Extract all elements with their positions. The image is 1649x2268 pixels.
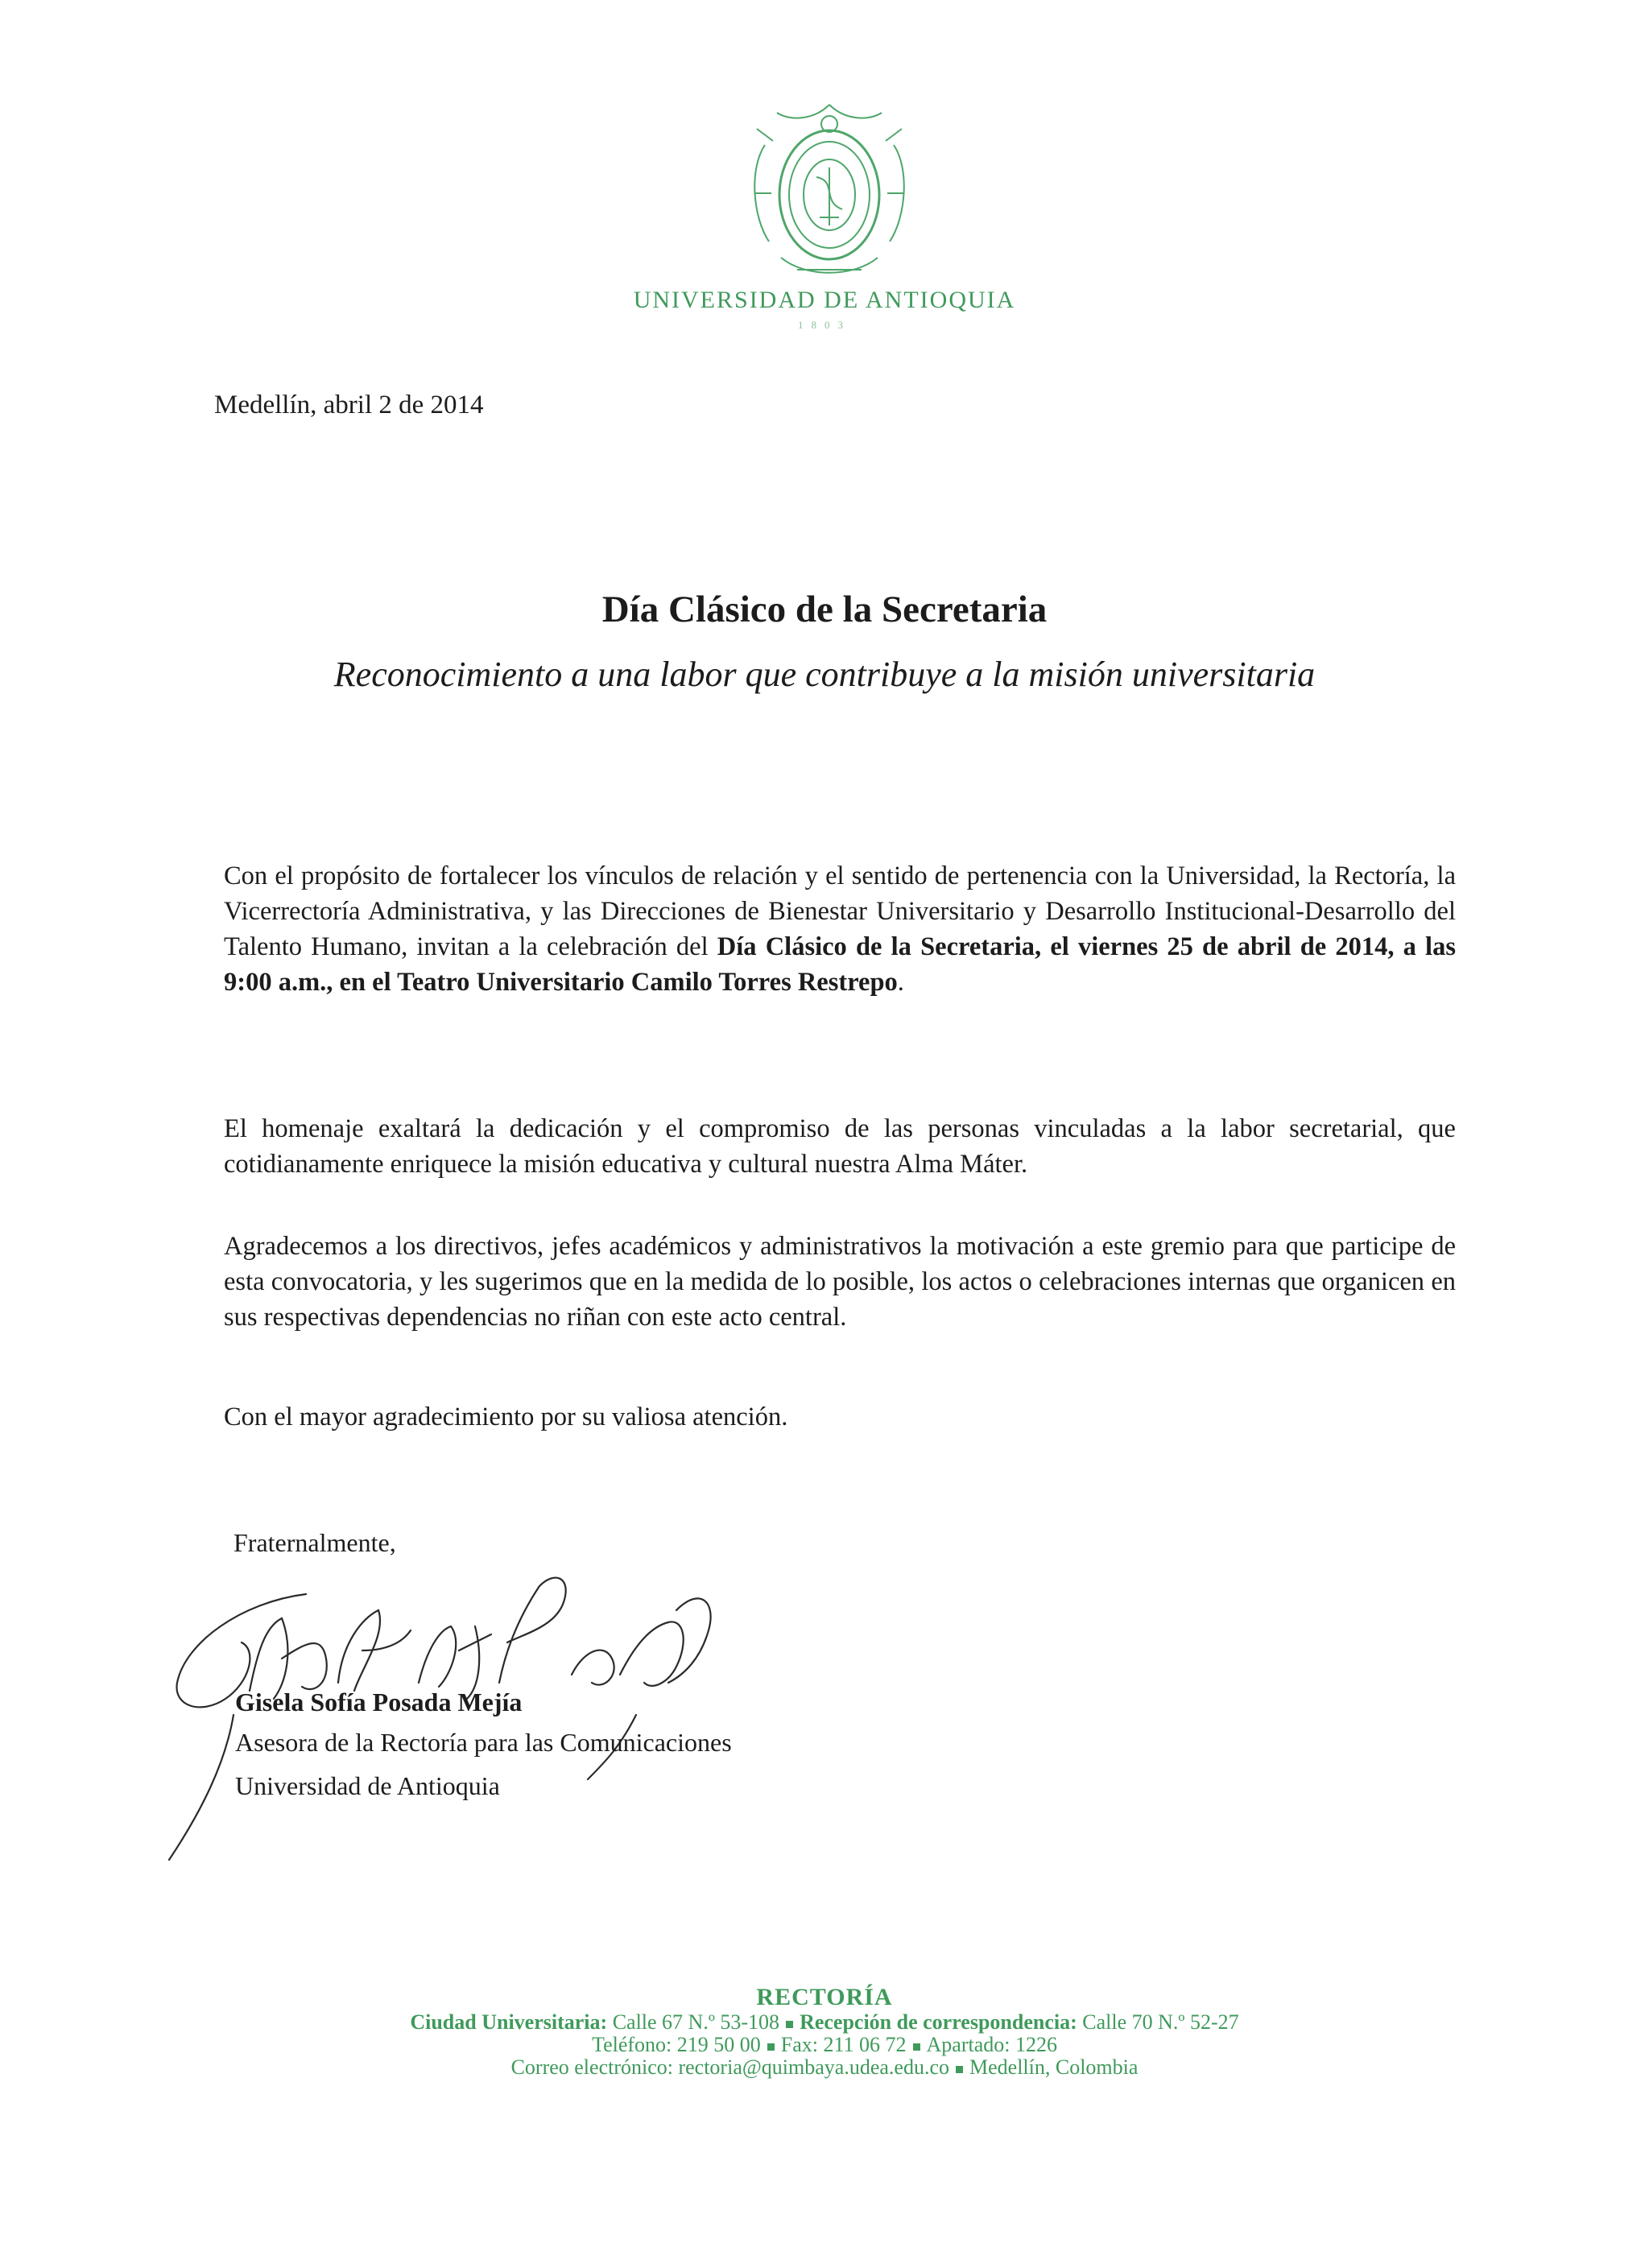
footer-line-phone — [0, 2034, 1649, 2056]
signer-name: Gisela Sofía Posada Mejía — [235, 1688, 523, 1716]
footer-email: Correo electrónico: rectoria@quimbaya.udea.edu.co — [510, 2055, 949, 2079]
separator-square — [956, 2066, 963, 2073]
university-year: 1803 — [798, 319, 851, 331]
footer-po-box: Apartado: 1226 — [926, 2033, 1057, 2056]
paragraph-1-bold: Día Clásico de la Secretaria, el viernes 25 de abril de 2014, a las 9:00 a.m., en el Teatro Universitario Camilo Torres Restrepo — [224, 932, 1456, 997]
letter-subtitle: Reconocimiento a una labor que contribuye a la misión universitaria — [333, 655, 1316, 694]
footer-campus-label: Ciudad Universitaria: — [410, 2010, 608, 2034]
footer-mail-address: Calle 70 N.º 52-27 — [1077, 2010, 1239, 2034]
separator-square — [767, 2043, 775, 2051]
footer-city: Medellín, Colombia — [969, 2055, 1139, 2079]
footer-phone: Teléfono: 219 50 00 — [592, 2033, 761, 2056]
letter-title: Día Clásico de la Secretaria — [601, 589, 1048, 630]
university-seal-icon — [733, 97, 926, 290]
footer-line-address — [0, 2011, 1649, 2034]
footer-title: RECTORÍA — [756, 1984, 893, 2010]
paragraph-1-text: Con el propósito de fortalecer los vínculos de relación y el sentido de pertenencia con la Universidad, la Rectoría, la Vicerrectoría Administrativa, y las Direcciones de Bienestar Universitario y Desarrollo Institucional-Desarrollo del Talento Humano, invitan a la celebración del — [224, 861, 1456, 961]
closing: Fraternalmente, — [234, 1528, 396, 1557]
paragraph-2: El homenaje exaltará la dedicación y el compromiso de las personas vinculadas a la labor secretarial, que cotidianamente enriquece la misión educativa y cultural nuestra Alma Máter. — [224, 1114, 1456, 1179]
paragraph-1-end: . — [897, 968, 904, 997]
letterhead-footer — [0, 1984, 1649, 2079]
university-name: UNIVERSIDAD DE ANTIOQUIA — [633, 287, 1016, 313]
paragraph-1 — [224, 858, 1456, 1000]
signer-role: Asesora de la Rectoría para las Comunicaciones — [235, 1728, 732, 1757]
separator-square — [913, 2043, 920, 2051]
footer-mail-label: Recepción de correspondencia: — [800, 2010, 1077, 2034]
footer-line-email — [0, 2056, 1649, 2079]
footer-fax: Fax: 211 06 72 — [780, 2033, 907, 2056]
letter-date: Medellín, abril 2 de 2014 — [214, 390, 484, 419]
separator-square — [786, 2021, 793, 2028]
signer-organization: Universidad de Antioquia — [235, 1771, 500, 1800]
paragraph-4: Con el mayor agradecimiento por su valiosa atención. — [224, 1403, 788, 1431]
paragraph-3: Agradecemos a los directivos, jefes académicos y administrativos la motivación a este gremio para que participe de esta convocatoria, y les sugerimos que en la medida de lo posible, los actos o celebraciones internas que organicen en sus respectivas dependencias no riñan con este acto central. — [224, 1232, 1456, 1332]
footer-campus-address: Calle 67 N.º 53-108 — [607, 2010, 780, 2034]
